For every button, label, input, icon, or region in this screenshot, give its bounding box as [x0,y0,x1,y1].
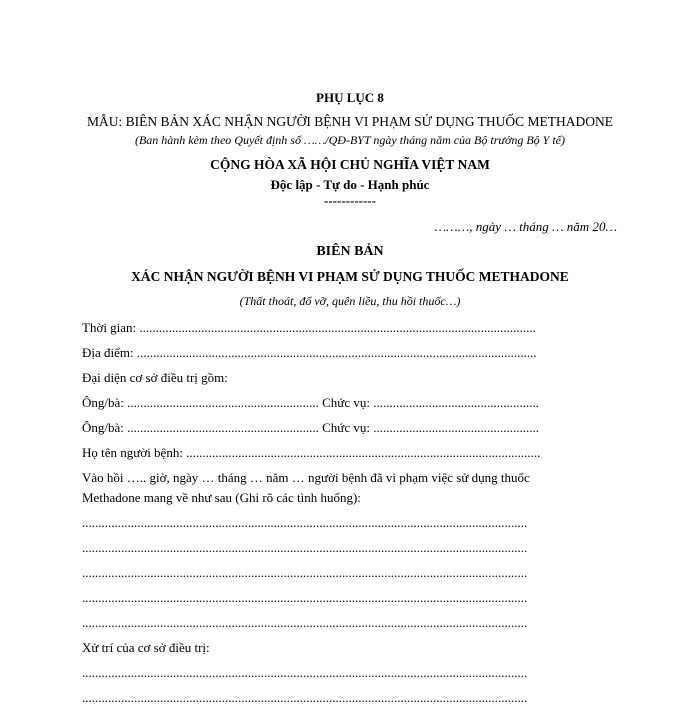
field-person-2[interactable]: Ông/bà: ........................................................... Chức vụ: ................................................... [82,420,539,435]
issued-note: (Ban hành kèm theo Quyết định số ……/QĐ-BYT ngày tháng năm của Bộ trưởng Bộ Y tế) [134,133,566,147]
form-title: MẪU: BIÊN BẢN XÁC NHẬN NGƯỜI BỆNH VI PHẠM SỬ DỤNG THUỐC METHADONE [87,114,613,129]
dotted-line[interactable]: ......................................................................................................................................... [82,540,528,555]
appendix-label: PHỤ LỤC 8 [316,90,384,105]
handling-label: Xử trí của cơ sở điều trị: [82,640,210,655]
dotted-line[interactable]: ......................................................................................................................................... [82,690,528,705]
date-line: ………, ngày … tháng … năm 20… [434,219,617,234]
field-place[interactable]: Địa điểm: ........................................................................................................................... [82,345,537,360]
violation-text-line-1: Vào hồi ….. giờ, ngày … tháng … năm … người bệnh đã vi phạm việc sử dụng thuốc [82,470,530,485]
header-separator: ------------ [324,193,376,208]
dotted-line[interactable]: ......................................................................................................................................... [82,565,528,580]
doc-title: BIÊN BẢN [316,244,384,259]
field-patient-name[interactable]: Họ tên người bệnh: ............................................................................................................. [82,445,541,460]
dotted-line[interactable]: ......................................................................................................................................... [82,665,528,680]
dotted-line[interactable]: ......................................................................................................................................... [82,590,528,605]
field-person-1[interactable]: Ông/bà: ........................................................... Chức vụ: ................................................... [82,395,539,410]
field-representative-label: Đại diện cơ sở điều trị gồm: [82,370,228,385]
doc-subtitle: XÁC NHẬN NGƯỜI BỆNH VI PHẠM SỬ DỤNG THUỐC METHADONE [131,269,569,284]
national-motto: Độc lập - Tự do - Hạnh phúc [270,177,430,192]
country-name: CỘNG HÒA XÃ HỘI CHỦ NGHĨA VIỆT NAM [210,157,490,172]
dotted-line[interactable]: ......................................................................................................................................... [82,515,528,530]
dotted-line[interactable]: ......................................................................................................................................... [82,615,528,630]
field-time[interactable]: Thời gian: .......................................................................................................................... [82,320,536,335]
doc-note: (Thất thoát, đổ vỡ, quên liều, thu hồi thuốc…) [239,294,461,308]
violation-text-line-2: Methadone mang về như sau (Ghi rõ các tình huống): [82,490,361,505]
